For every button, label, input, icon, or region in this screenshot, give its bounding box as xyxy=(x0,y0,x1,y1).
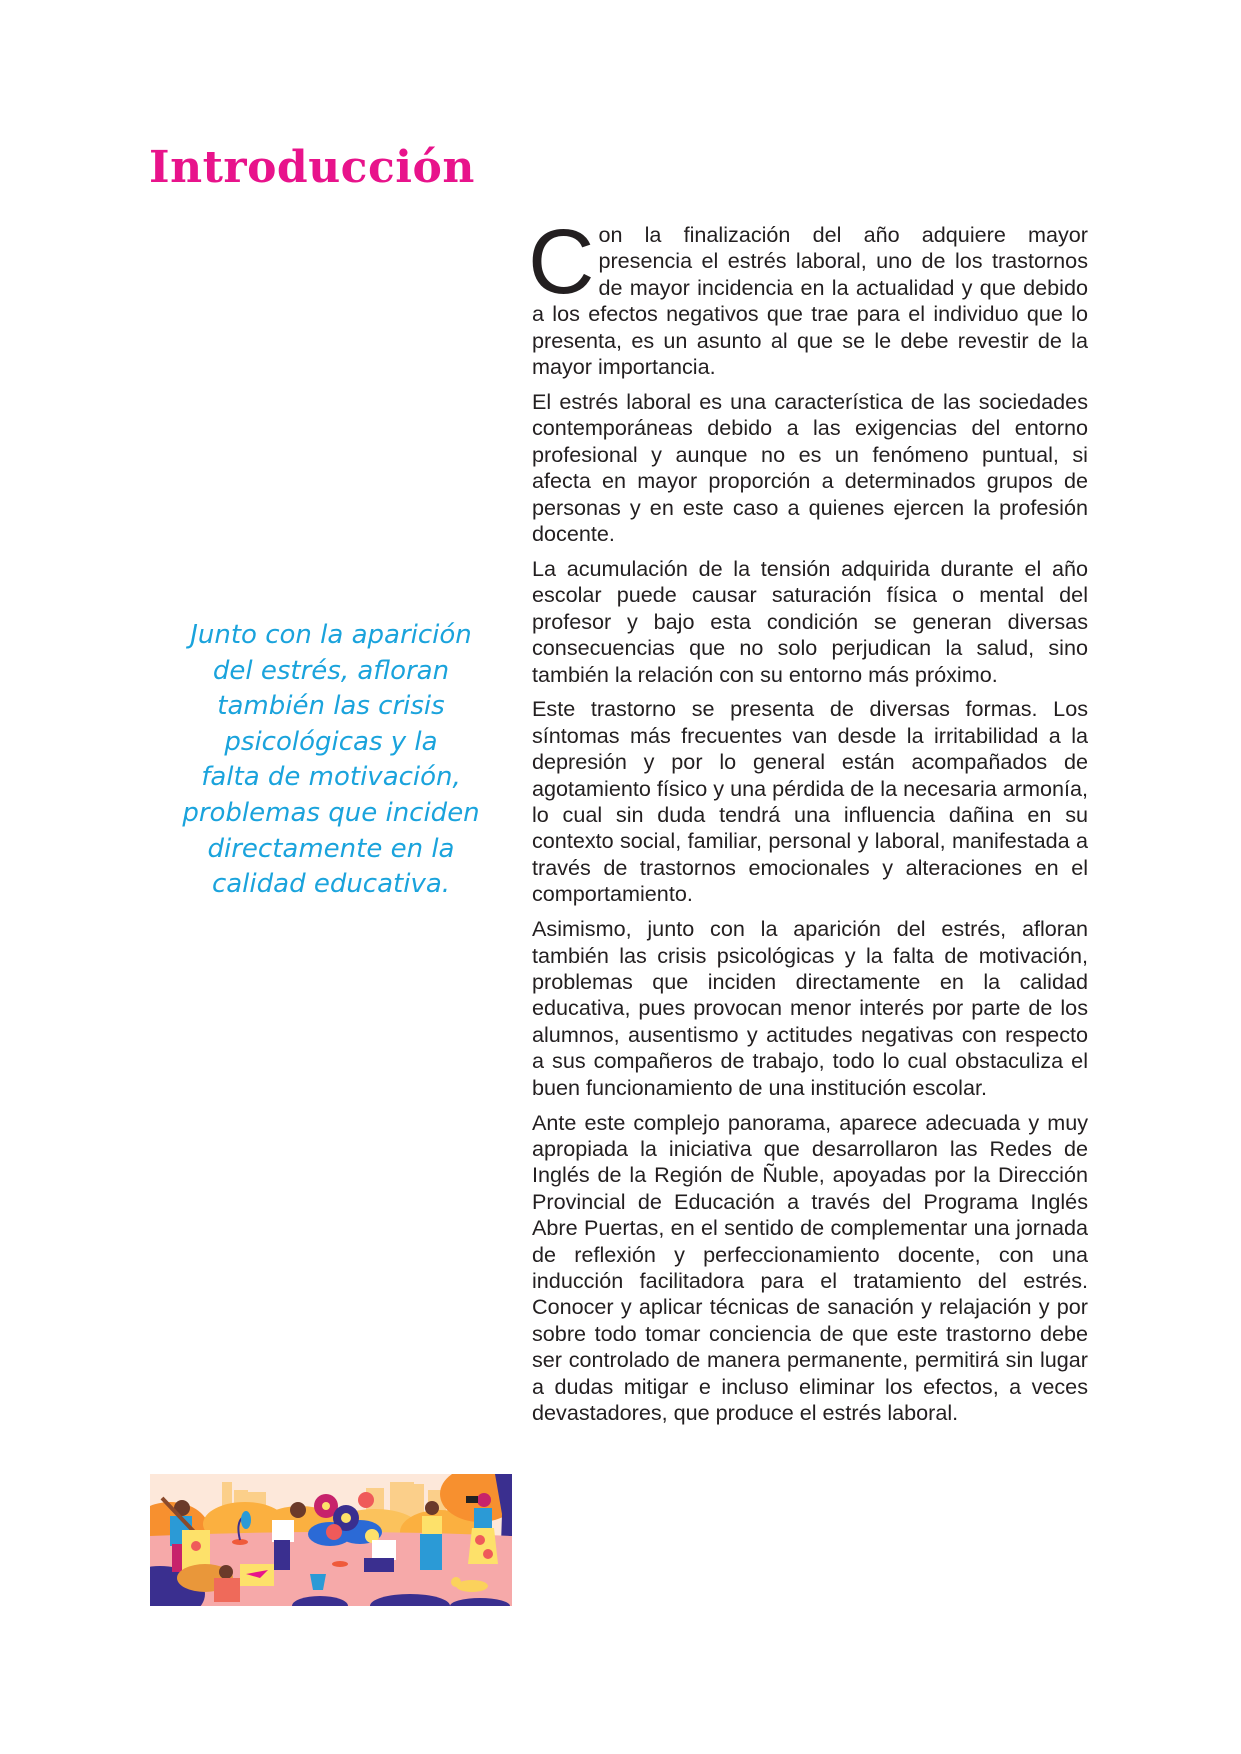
article-body xyxy=(528,211,1088,1435)
illustration-art xyxy=(150,1474,512,1606)
drop-cap: C xyxy=(528,211,595,313)
pull-quote-line: calidad educativa. xyxy=(211,869,451,900)
paragraph-text: on la finalización del año adquiere mayor presencia el estrés laboral, uno de los trastornos de mayor incidencia en la actualidad y que debido a los efectos negativos que trae para el individuo que lo presenta, es un asunto al que se le debe revestir de la mayor importancia. xyxy=(532,222,1088,380)
page-title: Introducción xyxy=(149,142,475,193)
pull-quote-line: del estrés, afloran xyxy=(212,655,450,686)
article-paragraph: Ante este complejo panorama, aparece adecuada y muy apropiada la iniciativa que desarrollaron las Redes de Inglés de la Región de Ñuble, apoyadas por la Dirección Provincial de Educación a través del Programa Inglés Abre Puertas, en el sentido de complementar una jornada de reflexión y perfeccionamiento docente, con una inducción facilitadora para el tratamiento del estrés. Conocer y aplicar técnicas de sanación y relajación y por sobre todo tomar conciencia de que este trastorno debe ser controlado de manera permanente, permitirá sin lugar a dudas mitigar e incluso eliminar los efectos, a veces devastadores, que produce el estrés laboral. xyxy=(532,1109,1088,1425)
pull-quote-line: también las crisis xyxy=(217,691,445,722)
article-paragraph: Este trastorno se presenta de diversas formas. Los síntomas más frecuentes van desde la irritabilidad a la depresión y por lo general están acompañados de agotamiento físico y una pérdida de la necesaria armonía, lo cual sin duda tendrá una influencia dañina en su contexto social, familiar, personal y laboral, manifestada a través de trastornos emocionales y alteraciones en el comportamiento. xyxy=(532,696,1088,907)
article-paragraph: La acumulación de la tensión adquirida durante el año escolar puede causar saturación física o mental del profesor y bajo esta condición se generan diversas consecuencias que no solo perjudican la salud, sino también la relación con su entorno más próximo. xyxy=(532,555,1088,687)
article-paragraph: El estrés laboral es una característica de las sociedades contemporáneas debido a las exigencias del entorno profesional y aunque no es un fenómeno puntual, si afecta en mayor proporción a determinados grupos de personas y en este caso a quienes ejercen la profesión docente. xyxy=(532,388,1088,546)
people-gardening-illustration xyxy=(150,1474,512,1606)
pull-quote-line: problemas que inciden xyxy=(182,797,480,828)
pull-quote-line: falta de motivación, xyxy=(201,762,461,793)
pull-quote-line: directamente en la xyxy=(207,833,455,864)
article-paragraph xyxy=(528,211,1088,380)
pull-quote-line: psicológicas y la xyxy=(224,726,438,757)
pull-quote-line: Junto con la aparición xyxy=(190,620,472,650)
article-paragraph: Asimismo, junto con la aparición del estrés, afloran también las crisis psicológicas y la falta de motivación, problemas que inciden directamente en la calidad educativa, pues provocan menor interés por parte de los alumnos, ausentismo y actitudes negativas con respecto a sus compañeros de trabajo, todo lo cual obstaculiza el buen funcionamiento de una institución escolar. xyxy=(532,916,1088,1100)
pull-quote xyxy=(150,618,512,903)
